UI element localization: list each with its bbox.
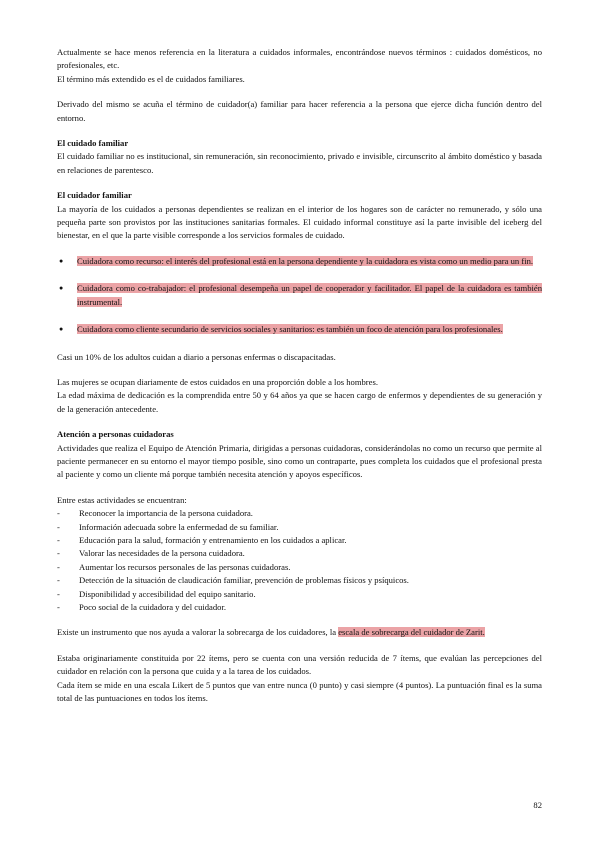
stat-paragraph-2: Las mujeres se ocupan diariamente de estos cuidados en una proporción doble a los hombres.: [57, 376, 378, 387]
list-item: - Poco social de la cuidadora y del cuidador.: [79, 601, 542, 614]
bullet-item: [77, 323, 542, 336]
zarit-paragraph: [57, 626, 542, 639]
bullet-text: Cuidadora como co-trabajador: el profesional desempeña un papel de cooperador y facilitador. El papel de la cuidadora es también instrumental.: [77, 283, 542, 307]
bullet-text: Cuidadora como cliente secundario de servicios sociales y sanitarios: es también un foco de atención para los profesionales.: [77, 324, 503, 335]
heading-cuidador-familiar: El cuidador familiar: [57, 190, 132, 201]
cuidador-familiar-text: La mayoría de los cuidados a personas dependientes se realizan en el interior de los hogares son de carácter no remunerado, y sólo una pequeña parte son provistos por las instituciones sanitarias formales. El cuidado informal constituye así la parte invisible del iceberg del bienestar, en el que la parte visible corresponde a los servicios formales de cuidado.: [57, 203, 542, 241]
scale-paragraph-1: Estaba originariamente constituida por 22 ítems, pero se cuenta con una versión reducida de 7 ítems, que evalúan las percepciones del cuidador en relación con la persona que cuida y a la tarea de los cuidados.: [57, 652, 542, 677]
activities-intro: Entre estas actividades se encuentran:: [57, 494, 187, 505]
list-item: - Información adecuada sobre la enfermedad de su familiar.: [79, 521, 542, 534]
stat-paragraph-1: Casi un 10% de los adultos cuidan a diario a personas enfermas o discapacitadas.: [57, 351, 336, 362]
atencion-text: Actividades que realiza el Equipo de Atención Primaria, dirigidas a personas cuidadoras, considerándolas no como un recurso que permite al paciente permanecer en su entorno el mayor tiempo posible, sino como un contraparte, pues completa los cuidados que el profesional presta al paciente y como un cliente má porque también necesita atención y apoyos específicos.: [57, 442, 542, 480]
page-number: 82: [533, 800, 542, 810]
heading-cuidado-familiar: El cuidado familiar: [57, 138, 129, 149]
list-item: - Valorar las necesidades de la persona cuidadora.: [79, 547, 542, 560]
list-item: - Reconocer la importancia de la persona cuidadora.: [79, 507, 542, 520]
intro-paragraph-1: Actualmente se hace menos referencia en la literatura a cuidados informales, encontrándose nuevos términos : cuidados domésticos, no profesionales, etc.: [57, 47, 542, 71]
intro-paragraph-1b: El término más extendido es el de cuidados familiares.: [57, 73, 245, 84]
bullet-text: Cuidadora como recurso: el interés del profesional está en la persona dependiente y la cuidadora es vista como un medio para un fin.: [77, 255, 534, 266]
list-item: - Educación para la salud, formación y entrenamiento en los cuidados a aplicar.: [79, 534, 542, 547]
scale-paragraph-2: Cada ítem se mide en una escala Likert de 5 puntos que van entre nunca (0 punto) y casi siempre (4 puntos). La puntuación final es la suma total de las puntuaciones en todos los ítems.: [57, 679, 542, 704]
stat-paragraph-3: La edad máxima de dedicación es la comprendida entre 50 y 64 años ya que se hacen cargo de enfermos y dependientes de su generación y de la generación antecedente.: [57, 390, 542, 414]
zarit-highlight: escala de sobrecarga del cuidador de Zarit.: [338, 627, 485, 638]
highlighted-bullet-list: [57, 255, 542, 337]
heading-atencion: Atención a personas cuidadoras: [57, 429, 174, 440]
bullet-item: [77, 282, 542, 309]
list-item: - Detección de la situación de claudicación familiar, prevención de problemas físicos y psíquicos.: [79, 574, 542, 587]
bullet-item: [77, 255, 542, 268]
zarit-text: Existe un instrumento que nos ayuda a valorar la sobrecarga de los cuidadores, la: [57, 627, 339, 638]
activities-list: [57, 507, 542, 614]
cuidado-familiar-text: El cuidado familiar no es institucional, sin remuneración, sin reconocimiento, privado e invisible, circunscrito al ámbito doméstico y basada en relaciones de parentesco.: [57, 151, 542, 175]
intro-paragraph-2: Derivado del mismo se acuña el término de cuidador(a) familiar para hacer referencia a la persona que ejerce dicha función dentro del entorno.: [57, 99, 542, 123]
document-page: [57, 46, 542, 705]
list-item: - Aumentar los recursos personales de las personas cuidadoras.: [79, 561, 542, 574]
list-item: - Disponibilidad y accesibilidad del equipo sanitario.: [79, 588, 542, 601]
